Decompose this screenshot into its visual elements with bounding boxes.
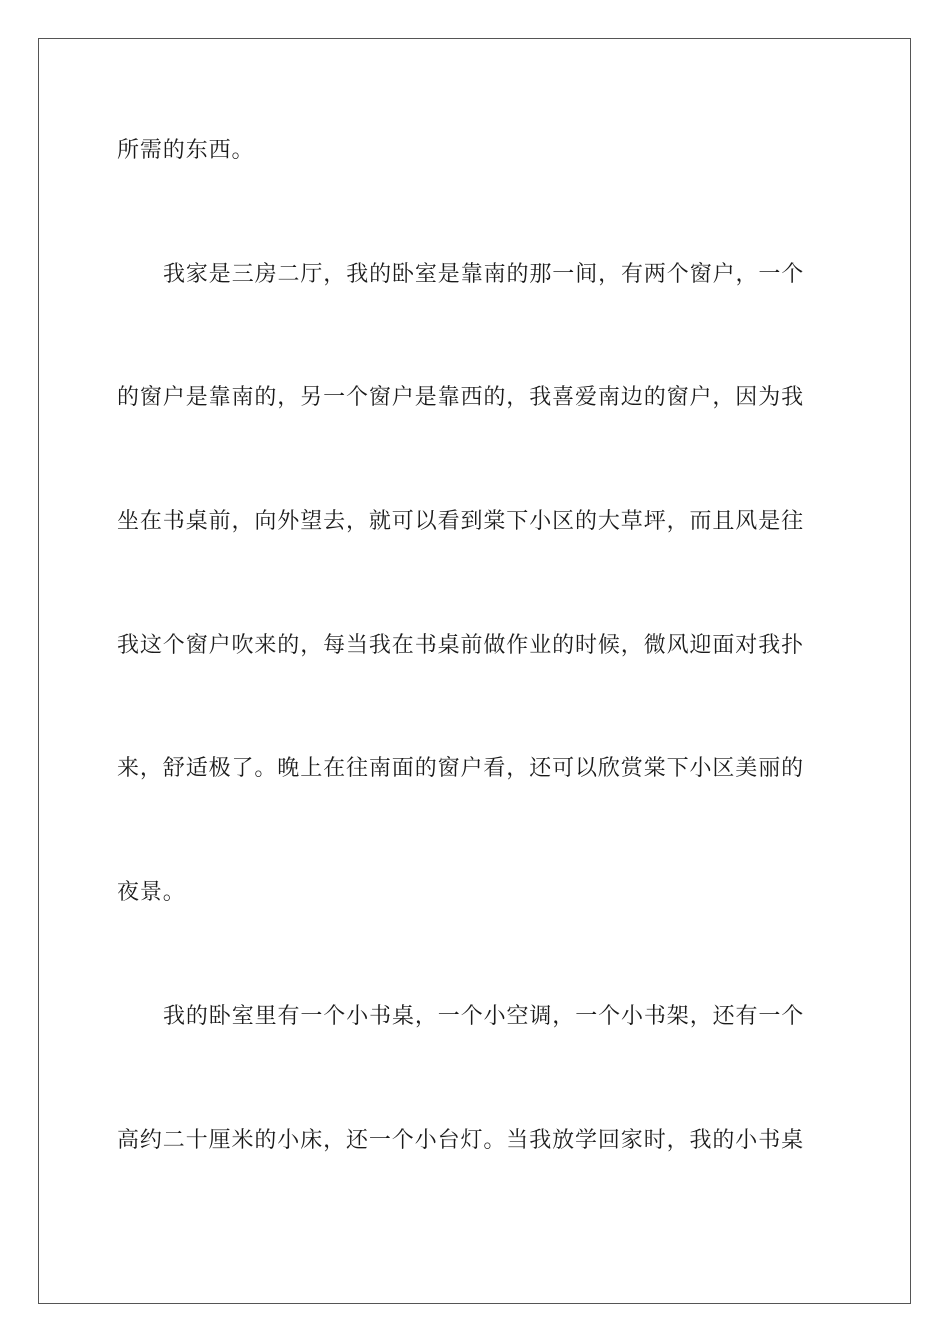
text-line: 的窗户是靠南的，另一个窗户是靠西的，我喜爱南边的窗户，因为我: [117, 385, 805, 410]
text-line: 所需的东西。: [117, 138, 255, 163]
text-line: 高约二十厘米的小床，还一个小台灯。当我放学回家时，我的小书桌: [117, 1128, 805, 1153]
text-line: 坐在书桌前，向外望去，就可以看到棠下小区的大草坪，而且风是往: [117, 509, 805, 534]
text-line: 来，舒适极了。晚上在往南面的窗户看，还可以欣赏棠下小区美丽的: [117, 756, 805, 781]
text-line: 夜景。: [117, 880, 186, 905]
text-line: 我这个窗户吹来的，每当我在书桌前做作业的时候，微风迎面对我扑: [117, 633, 805, 658]
text-line: 我的卧室里有一个小书桌，一个小空调，一个小书架，还有一个: [163, 1004, 805, 1029]
page-border: [38, 38, 911, 1304]
text-line: 我家是三房二厅，我的卧室是靠南的那一间，有两个窗户，一个: [163, 262, 805, 287]
